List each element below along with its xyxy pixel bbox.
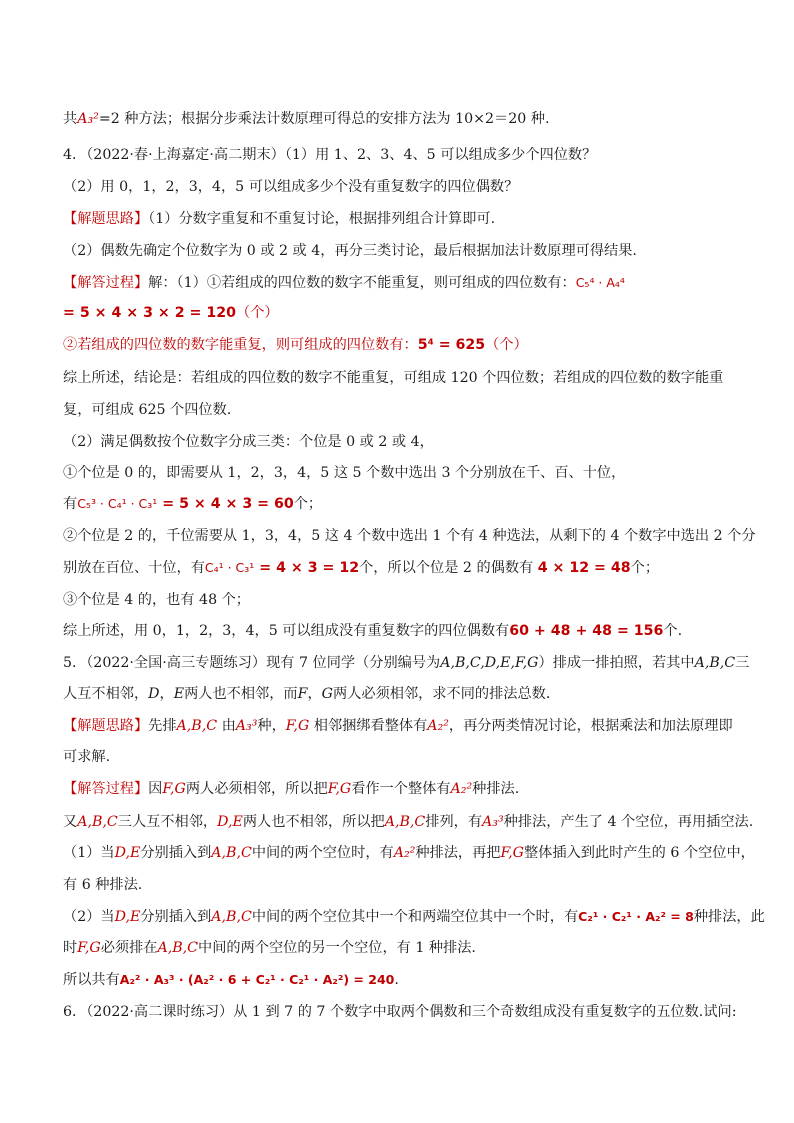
text-segment: = 5 × 4 × 3 = 60 bbox=[157, 496, 294, 512]
text-segment: （2）满足偶数按个位数字分成三类：个位是 0 或 2 或 4， bbox=[63, 434, 434, 450]
text-segment: 个. bbox=[663, 623, 683, 639]
text-segment: 5．（2022·全国·高三专题练习）现有 7 位同学（分别编号为 bbox=[63, 655, 441, 671]
question-5-line-2 bbox=[63, 684, 732, 704]
text-segment: 综上所述，结论是：若组成的四位数的数字不能重复，可组成 120 个四位数；若组成的四位数的数字能重 bbox=[63, 370, 724, 386]
text-segment: D,E bbox=[114, 845, 141, 861]
text-segment: （2）偶数先确定个位数字为 0 或 2 或 4，再分三类讨论，最后根据加法计数原理可得结果. bbox=[63, 243, 637, 259]
question-6-heading bbox=[63, 1002, 737, 1022]
text-segment: 【解答过程】 bbox=[63, 781, 149, 797]
solution-process-5 bbox=[63, 779, 732, 799]
text-line-1 bbox=[63, 109, 732, 129]
text-segment: ， bbox=[159, 686, 174, 702]
text-segment: 种， bbox=[257, 718, 286, 734]
text-segment: 看作一个整体有 bbox=[351, 781, 451, 797]
total-even-line bbox=[63, 621, 732, 641]
text-segment: A,B,C,D,E,F,G bbox=[440, 655, 539, 671]
text-segment: = 4 × 3 = 12 bbox=[254, 560, 360, 576]
text-segment: 分别插入到 bbox=[140, 845, 212, 861]
question-5-heading bbox=[63, 653, 750, 673]
text-segment: 两人必须相邻，所以把 bbox=[185, 781, 328, 797]
conclusion-line-2 bbox=[63, 400, 732, 420]
text-segment: 4 × 12 = 48 bbox=[537, 560, 631, 576]
text-segment: ②个位是 2 的，千位需要从 1，3，4，5 这 4 个数中选出 1 个有 4 种选法，从剩下的 4 个数字中选出 2 个分 bbox=[63, 528, 756, 544]
text-segment: 三人互不相邻， bbox=[117, 814, 218, 830]
text-segment: （1）分数字重复和不重复讨论，根据排列组合计算即可. bbox=[148, 211, 496, 227]
text-segment: C₅⁴ · A₄⁴ bbox=[575, 275, 625, 290]
case-units-0 bbox=[63, 463, 732, 483]
text-segment: = 5 × 4 × 3 × 2 = 120 bbox=[63, 305, 236, 321]
text-segment: 个，所以个位是 2 的偶数有 bbox=[359, 560, 538, 576]
text-segment: 分别插入到 bbox=[140, 909, 212, 925]
text-segment: 种排法，产生了 4 个空位，再用插空法. bbox=[503, 814, 754, 830]
text-segment: A₂² bbox=[427, 718, 449, 734]
text-segment: 两人也不相邻，所以把 bbox=[242, 814, 385, 830]
text-segment: 【解题思路】 bbox=[63, 211, 149, 227]
text-segment: ①个位是 0 的，即需要从 1，2，3，4，5 这 5 个数中选出 3 个分别放在千、百、十位， bbox=[63, 465, 626, 481]
text-segment: 必须排在 bbox=[100, 940, 158, 956]
solution-idea-4 bbox=[63, 209, 732, 229]
case-units-2-formula bbox=[63, 558, 732, 578]
solution-5-total bbox=[63, 970, 732, 990]
text-segment: 相邻捆绑看整体有 bbox=[309, 718, 428, 734]
solution-idea-5-cont bbox=[63, 747, 732, 767]
text-segment: 人互不相邻， bbox=[63, 686, 149, 702]
solution-5-case-2-cont bbox=[63, 938, 732, 958]
text-segment: A₃² bbox=[77, 111, 99, 127]
text-segment: 中间的两个空位其中一个和两端空位其中一个时，有 bbox=[251, 909, 579, 925]
text-segment: 整体插入到此时产生的 6 个空位中， bbox=[523, 845, 755, 861]
text-segment: 有 6 种排法. bbox=[63, 877, 143, 893]
text-segment: A,B,C bbox=[211, 909, 252, 925]
text-segment: 中间的两个空位的另一个空位，有 1 种排法. bbox=[198, 940, 476, 956]
solution-idea-5 bbox=[63, 716, 732, 736]
text-segment: A,B,C bbox=[77, 814, 118, 830]
repeat-allowed-line bbox=[63, 335, 732, 355]
text-segment: 由 bbox=[217, 718, 236, 734]
text-segment: 个； bbox=[630, 560, 660, 576]
case-units-0-formula bbox=[63, 494, 732, 514]
text-segment: E bbox=[173, 686, 185, 702]
text-segment: 5⁴ = 625 bbox=[417, 337, 486, 353]
text-segment: 先排 bbox=[148, 718, 177, 734]
text-segment: 60 + 48 + 48 = 156 bbox=[509, 623, 664, 639]
text-segment: （2）用 0，1，2，3，4，5 可以组成多少个没有重复数字的四位偶数？ bbox=[63, 179, 519, 195]
text-segment: F,G bbox=[162, 781, 186, 797]
solution-5-case-1 bbox=[63, 843, 755, 863]
text-segment: 排列，有 bbox=[425, 814, 483, 830]
text-segment: （个） bbox=[485, 337, 528, 353]
text-segment: G bbox=[321, 686, 333, 702]
text-segment: A₂² · A₃³ · (A₂² · 6 + C₂¹ · C₂¹ · A₂²) = 240 bbox=[119, 972, 395, 987]
conclusion-line-1 bbox=[63, 368, 732, 388]
text-segment: F,G bbox=[77, 940, 101, 956]
text-segment: 共 bbox=[63, 111, 78, 127]
solution-5-line-2 bbox=[63, 812, 754, 832]
text-segment: C₂¹ · C₂¹ · A₂² = 8 bbox=[578, 909, 694, 924]
even-case-intro bbox=[63, 432, 732, 452]
text-segment: 别放在百位、十位，有 bbox=[63, 560, 205, 576]
text-segment: F,G bbox=[285, 718, 310, 734]
text-segment: D bbox=[148, 686, 160, 702]
text-segment: C₅³ · C₄¹ · C₃¹ bbox=[77, 496, 158, 511]
solution-5-case-2 bbox=[63, 907, 765, 927]
text-segment: （2）当 bbox=[63, 909, 115, 925]
text-segment: 6．（2022·高二课时练习）从 1 到 7 的 7 个数字中取两个偶数和三个奇数组成没有重复数字的五位数.试问: bbox=[63, 1004, 737, 1020]
text-segment: A,B,C bbox=[694, 655, 736, 671]
text-segment: ，再分两类情况讨论，根据乘法和加法原理即 bbox=[448, 718, 733, 734]
formula-line-120 bbox=[63, 303, 732, 323]
text-segment: 因 bbox=[148, 781, 163, 797]
text-segment: 种排法，此 bbox=[693, 909, 765, 925]
text-segment: ）排成一排拍照，若其中 bbox=[538, 655, 695, 671]
text-segment: D,E bbox=[217, 814, 243, 830]
text-segment: 有 bbox=[63, 496, 78, 512]
text-segment: 【解题思路】 bbox=[63, 718, 149, 734]
text-segment: 4．（2022·春·上海嘉定·高二期末）（1）用 1、2、3、4、5 可以组成多少个四位数？ bbox=[63, 147, 597, 163]
text-segment: 又 bbox=[63, 814, 78, 830]
text-segment: 复，可组成 625 个四位数. bbox=[63, 402, 232, 418]
text-segment: ②若组成的四位数的数字能重复，则可组成的四位数有： bbox=[63, 337, 418, 353]
text-segment: ③个位是 4 的，也有 48 个； bbox=[63, 592, 250, 608]
text-segment: A₃³ bbox=[482, 814, 504, 830]
text-segment: A₂² bbox=[450, 781, 473, 797]
text-segment: F,G bbox=[327, 781, 352, 797]
text-segment: 可求解. bbox=[63, 749, 111, 765]
text-segment: A,B,C bbox=[157, 940, 198, 956]
text-segment: A₃³ bbox=[235, 718, 258, 734]
question-4-part-2 bbox=[63, 177, 732, 197]
text-segment: （1）当 bbox=[63, 845, 115, 861]
text-segment: 个； bbox=[293, 496, 323, 512]
text-segment: 综上所述，用 0，1，2，3，4，5 可以组成没有重复数字的四位偶数有 bbox=[63, 623, 510, 639]
text-segment: A,B,C bbox=[384, 814, 426, 830]
text-segment: F,G bbox=[500, 845, 524, 861]
question-4-heading bbox=[63, 145, 732, 165]
text-segment: ， bbox=[307, 686, 322, 702]
solution-5-case-1-cont bbox=[63, 875, 732, 895]
text-segment: 【解答过程】 bbox=[63, 275, 149, 291]
case-units-2 bbox=[63, 526, 756, 546]
text-segment: 两人必须相邻，求不同的排法总数． bbox=[333, 686, 561, 702]
text-segment: F bbox=[297, 686, 308, 702]
text-segment: A,B,C bbox=[211, 845, 252, 861]
text-segment: 两人也不相邻，而 bbox=[184, 686, 298, 702]
text-segment: 所以共有 bbox=[63, 972, 120, 988]
text-segment: 中间的两个空位时，有 bbox=[251, 845, 394, 861]
text-segment: C₄¹ · C₃¹ bbox=[204, 560, 255, 575]
text-segment: A,B,C bbox=[176, 718, 218, 734]
solution-idea-4-part-2 bbox=[63, 241, 732, 261]
text-segment: D,E bbox=[114, 909, 141, 925]
text-segment: （个） bbox=[236, 305, 279, 321]
text-segment: 时 bbox=[63, 940, 78, 956]
text-segment: =2 种方法；根据分步乘法计数原理可得总的安排方法为 10×2＝20 种. bbox=[98, 111, 550, 127]
text-segment: 解：（1）①若组成的四位数的数字不能重复，则可组成的四位数有： bbox=[148, 275, 576, 291]
text-segment: 种排法，再把 bbox=[415, 845, 501, 861]
solution-process-4 bbox=[63, 273, 732, 293]
text-segment: 三 bbox=[735, 655, 750, 671]
text-segment: . bbox=[394, 972, 399, 988]
text-segment: 种排法. bbox=[472, 781, 520, 797]
text-segment: A₂² bbox=[393, 845, 416, 861]
case-units-4 bbox=[63, 590, 732, 610]
